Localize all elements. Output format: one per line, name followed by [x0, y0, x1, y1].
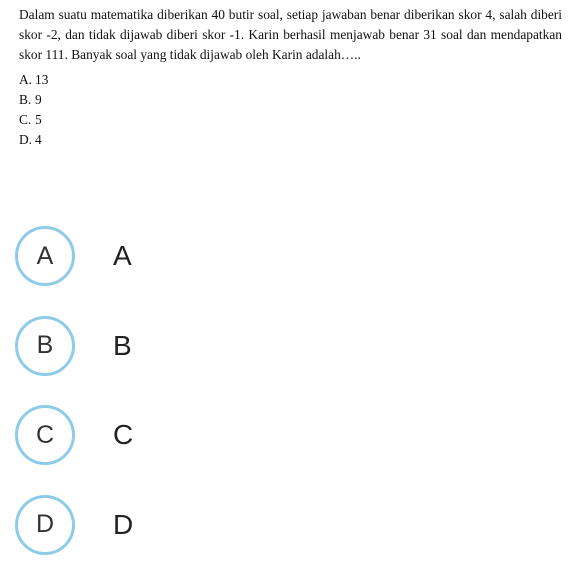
choice-b-letter: B. [19, 92, 32, 107]
answer-d-label[interactable]: D [113, 508, 134, 540]
choice-c-letter: C. [19, 112, 32, 127]
question-text: Dalam suatu matematika diberikan 40 butir soal, setiap jawaban benar diberikan skor 4, salah diberi skor -2, dan tidak dijawab diberi skor -1. Karin berhasil menjawab benar 31 soal dan mendapatkan skor 111. Banyak soal yang tidak dijawab oleh Karin adalah….. [19, 7, 562, 62]
choice-c-value: 5 [35, 112, 42, 127]
choice-c [19, 110, 48, 130]
choice-d-value: 4 [35, 132, 42, 147]
answer-option-b[interactable] [15, 316, 215, 376]
choice-a [19, 70, 48, 90]
answer-option-d[interactable] [15, 495, 215, 555]
answer-d-badge[interactable]: D [15, 495, 75, 555]
answer-option-a[interactable] [15, 226, 215, 286]
answer-c-label[interactable]: C [113, 419, 134, 450]
choice-d-letter: D. [19, 132, 33, 147]
question-text-block [19, 5, 562, 65]
choice-b-value: 9 [35, 92, 42, 107]
answer-b-label[interactable]: B [113, 329, 132, 361]
choice-a-value: 13 [35, 72, 49, 87]
choice-list [19, 70, 48, 150]
choice-d [19, 130, 48, 150]
answer-option-c[interactable] [15, 405, 215, 465]
answer-c-badge[interactable]: C [15, 405, 75, 465]
answer-options [15, 226, 215, 584]
answer-a-badge[interactable]: A [15, 226, 75, 286]
choice-a-letter: A. [19, 72, 33, 87]
choice-b [19, 90, 48, 110]
answer-a-label[interactable]: A [113, 240, 132, 271]
answer-b-badge[interactable]: B [15, 316, 75, 376]
